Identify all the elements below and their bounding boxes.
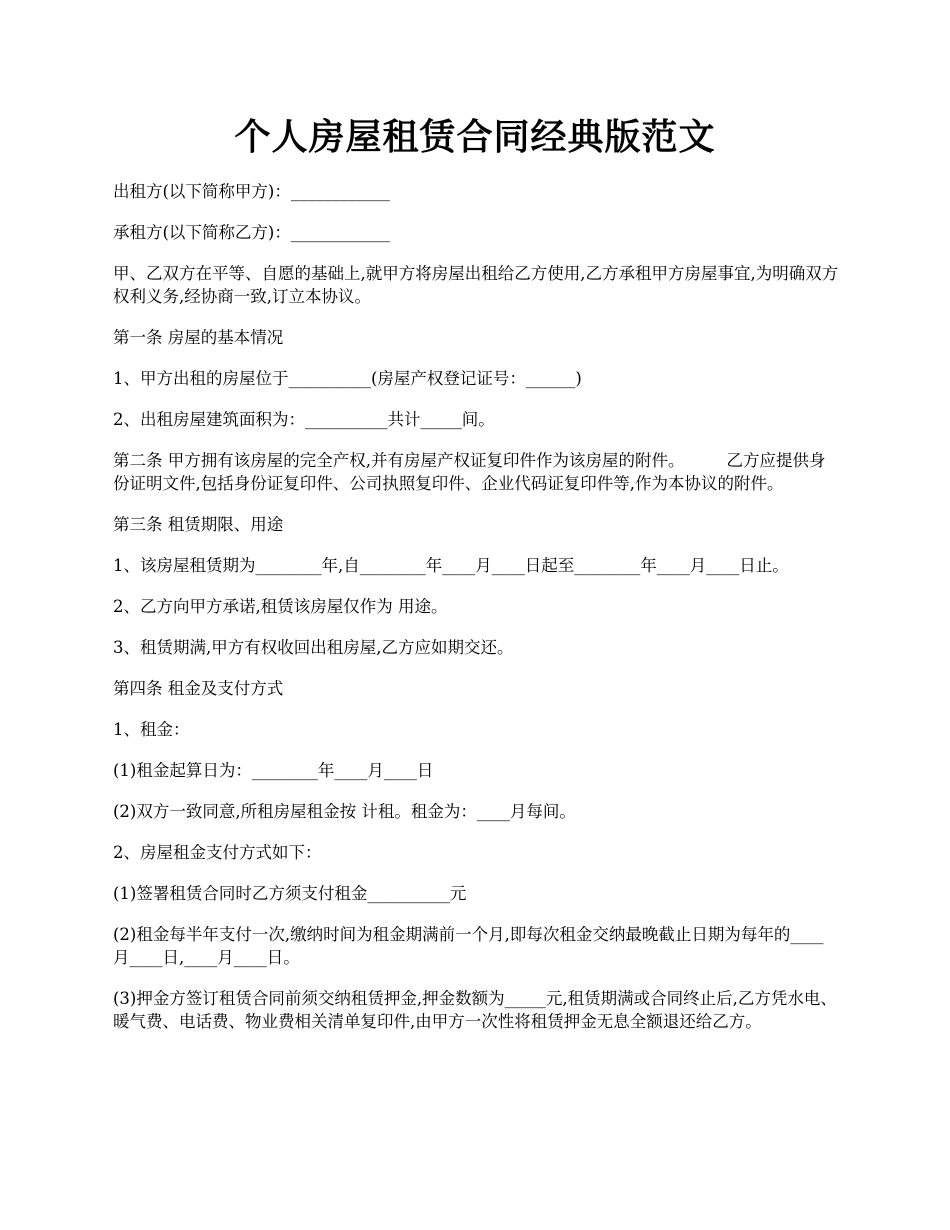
article-2: 第二条 甲方拥有该房屋的完全产权,并有房屋产权证复印件作为该房屋的附件。 乙方应提供身份证明文件,包括身份证复印件、公司执照复印件、企业代码证复印件等,作为本协议的附件。 <box>113 451 826 493</box>
article-4-item-2-sub-3: (3)押金方签订租赁合同前须交纳租赁押金,押金数额为_____元,租赁期满或合同终止后,乙方凭水电、暖气费、电话费、物业费相关清单复印件,由甲方一次性将租赁押金无息全额退还给乙方。 <box>113 989 837 1031</box>
article-4-item-1: 1、租金： <box>113 720 190 739</box>
article-3-item-1: 1、该房屋租赁期为________年,自________年____月____日起至________年____月____日止。 <box>113 556 789 575</box>
article-3-item-3: 3、租赁期满,甲方有权收回出租房屋,乙方应如期交还。 <box>113 638 514 657</box>
article-4-item-1-sub-1: (1)租金起算日为：________年____月____日 <box>113 761 434 780</box>
article-4-item-2-sub-1: (1)签署租赁合同时乙方须支付租金__________元 <box>113 884 467 903</box>
paragraph-preamble: 甲、乙双方在平等、自愿的基础上,就甲方将房屋出租给乙方使用,乙方承租甲方房屋事宜,为明确双方权利义务,经协商一致,订立本协议。 <box>113 264 839 306</box>
document-body <box>113 180 839 1051</box>
paragraph-lessee: 承租方(以下简称乙方)：____________ <box>113 223 390 242</box>
document-title: 个人房屋租赁合同经典版范文 <box>234 116 716 158</box>
article-3-item-2: 2、乙方向甲方承诺,租赁该房屋仅作为 用途。 <box>113 597 448 616</box>
article-4-item-2: 2、房屋租金支付方式如下： <box>113 843 322 862</box>
article-1-heading: 第一条 房屋的基本情况 <box>113 328 284 347</box>
article-4-item-1-sub-2: (2)双方一致同意,所租房屋租金按 计租。租金为：____月每间。 <box>113 802 576 821</box>
article-1-item-1: 1、甲方出租的房屋位于__________(房屋产权登记证号：______) <box>113 369 582 388</box>
paragraph-lessor: 出租方(以下简称甲方)：____________ <box>113 182 390 201</box>
article-3-heading: 第三条 租赁期限、用途 <box>113 515 284 534</box>
article-1-item-2: 2、出租房屋建筑面积为：__________共计_____间。 <box>113 410 495 429</box>
article-4-heading: 第四条 租金及支付方式 <box>113 679 284 698</box>
article-4-item-2-sub-2: (2)租金每半年支付一次,缴纳时间为租金期满前一个月,即每次租金交纳最晚截止日期为每年的____月____日,____月____日。 <box>113 925 824 967</box>
